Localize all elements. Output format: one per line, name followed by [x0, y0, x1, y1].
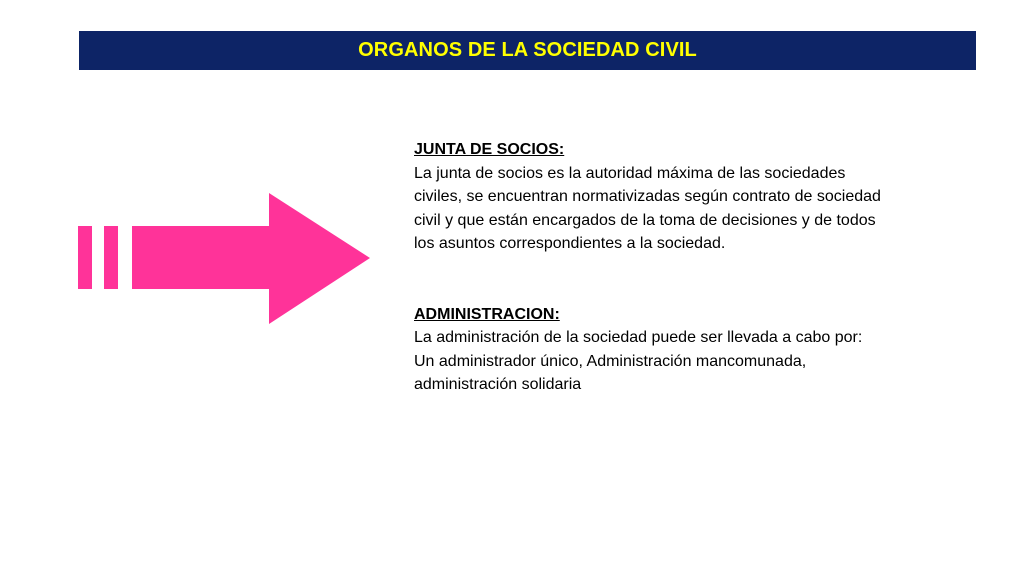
title-bar [79, 31, 976, 70]
section-body: La junta de socios es la autoridad máxima de las sociedades civiles, se encuentran normativizadas según contrato de sociedad civil y que están encargados de la toma de decisiones y de todos los asuntos correspondientes a la sociedad. [414, 164, 881, 252]
slide-title: ORGANOS DE LA SOCIEDAD CIVIL [358, 39, 697, 61]
section-heading: ADMINISTRACION: [414, 305, 560, 323]
section-junta-de-socios [414, 138, 884, 256]
arrow-stripe-2 [104, 226, 118, 289]
section-body: La administración de la sociedad puede ser llevada a cabo por: Un administrador único, Administración mancomunada, administración solidaria [414, 329, 863, 393]
section-heading: JUNTA DE SOCIOS: [414, 141, 565, 158]
section-administracion [414, 303, 884, 397]
content-block [414, 138, 884, 397]
arrow-stripe-1 [78, 226, 92, 289]
section-spacer [414, 256, 884, 303]
right-arrow-icon [78, 193, 370, 324]
arrow-body [132, 193, 370, 324]
